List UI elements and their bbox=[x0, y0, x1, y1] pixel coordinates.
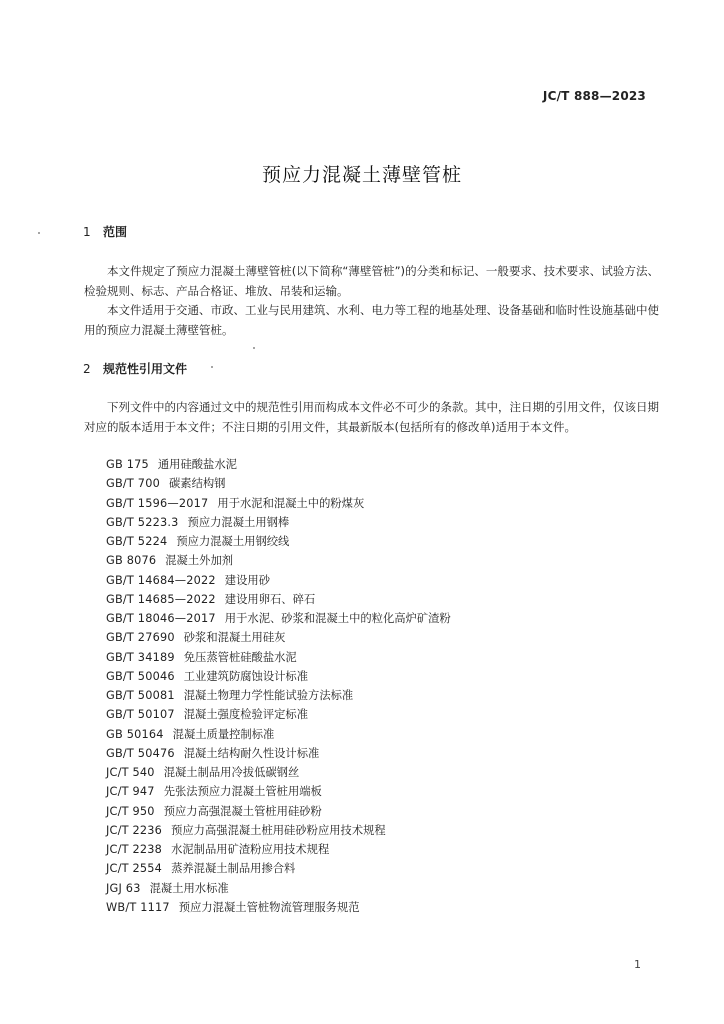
reference-item bbox=[106, 725, 451, 744]
reference-code: GB 50164 bbox=[106, 727, 164, 741]
reference-item bbox=[106, 474, 451, 493]
reference-item bbox=[106, 782, 451, 801]
reference-code: GB/T 700 bbox=[106, 477, 160, 491]
reference-title: 建设用卵石、碎石 bbox=[224, 592, 316, 606]
reference-title: 用于水泥、砂浆和混凝土中的粒化高炉矿渣粉 bbox=[224, 612, 451, 625]
document-code: JC/T 888—2023 bbox=[542, 89, 646, 103]
reference-item bbox=[106, 513, 451, 532]
reference-item bbox=[106, 551, 451, 570]
reference-code: GB/T 14684—2022 bbox=[106, 573, 216, 587]
reference-code: GB/T 50081 bbox=[106, 689, 175, 702]
scope-paragraph-2: 本文件适用于交通、市政、工业与民用建筑、水利、电力等工程的地基处理、设备基础和临时性设施基础中使用的预应力混凝土薄壁管桩。 bbox=[84, 303, 659, 337]
reference-item bbox=[106, 667, 451, 686]
reference-code: JC/T 2238 bbox=[106, 843, 163, 856]
reference-item bbox=[106, 532, 451, 551]
reference-item bbox=[106, 648, 451, 667]
reference-title: 混凝土结构耐久性设计标准 bbox=[183, 746, 320, 760]
reference-title: 混凝土外加剂 bbox=[165, 554, 234, 568]
section-number: 2 bbox=[83, 362, 91, 376]
reference-title: 工业建筑防腐蚀设计标准 bbox=[183, 669, 309, 683]
reference-code: GB 8076 bbox=[106, 554, 157, 568]
reference-code: JC/T 2236 bbox=[106, 823, 163, 837]
section-heading-scope bbox=[83, 223, 127, 240]
reference-item bbox=[106, 821, 451, 840]
reference-item bbox=[106, 763, 451, 782]
scan-speck bbox=[253, 347, 255, 349]
reference-code: GB/T 5224 bbox=[106, 535, 168, 548]
section-number: 1 bbox=[83, 225, 91, 239]
reference-title: 预应力高强混凝土桩用硅砂粉应用技术规程 bbox=[171, 823, 386, 837]
reference-title: 预应力高强混凝土管桩用硅砂粉 bbox=[163, 804, 322, 818]
reference-title: 混凝土质量控制标准 bbox=[172, 727, 275, 741]
reference-title: 蒸养混凝土制品用掺合料 bbox=[171, 862, 296, 876]
page-number: 1 bbox=[634, 958, 641, 971]
reference-list bbox=[106, 455, 451, 917]
section-heading-normative-references bbox=[83, 360, 187, 377]
reference-code: WB/T 1117 bbox=[106, 900, 170, 914]
reference-code: GB/T 1596—2017 bbox=[106, 496, 209, 510]
reference-title: 先张法预应力混凝土管桩用端板 bbox=[163, 785, 322, 799]
reference-title: 碳素结构钢 bbox=[168, 477, 226, 491]
reference-code: GB/T 27690 bbox=[106, 631, 175, 645]
references-intro-paragraph: 下列文件中的内容通过文中的规范性引用而构成本文件必不可少的条款。其中，注日期的引用文件，仅该日期对应的版本适用于本文件；不注日期的引用文件，其最新版本(包括所有的修改单)适用于本文件。 bbox=[84, 400, 659, 434]
reference-item bbox=[106, 705, 451, 724]
reference-title: 混凝土物理力学性能试验方法标准 bbox=[183, 689, 354, 702]
reference-title: 混凝土制品用冷拔低碳钢丝 bbox=[163, 766, 300, 779]
reference-code: JGJ 63 bbox=[106, 881, 141, 895]
reference-code: GB/T 5223.3 bbox=[106, 515, 179, 529]
reference-title: 混凝土强度检验评定标准 bbox=[183, 708, 309, 722]
reference-code: GB/T 14685—2022 bbox=[106, 592, 216, 606]
reference-item bbox=[106, 628, 451, 647]
reference-title: 水泥制品用矿渣粉应用技术规程 bbox=[171, 843, 330, 856]
reference-code: JC/T 947 bbox=[106, 785, 155, 799]
reference-item bbox=[106, 879, 451, 898]
reference-code: GB/T 50107 bbox=[106, 708, 175, 722]
reference-item bbox=[106, 898, 451, 917]
reference-code: GB/T 50476 bbox=[106, 746, 175, 760]
reference-item bbox=[106, 590, 451, 609]
reference-title: 用于水泥和混凝土中的粉煤灰 bbox=[217, 496, 365, 510]
scan-speck bbox=[38, 232, 40, 234]
reference-title: 通用硅酸盐水泥 bbox=[157, 458, 237, 471]
reference-item bbox=[106, 494, 451, 513]
reference-item bbox=[106, 609, 451, 628]
reference-item bbox=[106, 455, 451, 474]
page-title: 预应力混凝土薄壁管桩 bbox=[261, 164, 462, 186]
reference-item bbox=[106, 571, 451, 590]
reference-item bbox=[106, 802, 451, 821]
reference-code: JC/T 950 bbox=[106, 804, 155, 818]
reference-code: GB/T 18046—2017 bbox=[106, 612, 216, 625]
reference-code: GB/T 34189 bbox=[106, 650, 175, 664]
reference-title: 预应力混凝土用钢绞线 bbox=[176, 535, 290, 548]
reference-title: 预应力混凝土管桩物流管理服务规范 bbox=[178, 900, 360, 914]
reference-title: 混凝土用水标准 bbox=[149, 881, 229, 895]
reference-code: GB/T 50046 bbox=[106, 669, 175, 683]
reference-title: 免压蒸管桩硅酸盐水泥 bbox=[183, 650, 297, 664]
section-title: 范围 bbox=[103, 225, 128, 239]
reference-title: 预应力混凝土用钢棒 bbox=[187, 515, 290, 529]
reference-title: 建设用砂 bbox=[224, 573, 270, 587]
reference-code: JC/T 2554 bbox=[106, 862, 163, 876]
reference-code: GB 175 bbox=[106, 458, 149, 471]
reference-item bbox=[106, 859, 451, 878]
section-title: 规范性引用文件 bbox=[103, 362, 188, 376]
reference-item bbox=[106, 840, 451, 859]
reference-code: JC/T 540 bbox=[106, 766, 155, 779]
scan-speck bbox=[211, 366, 213, 368]
scope-paragraph-1: 本文件规定了预应力混凝土薄壁管桩(以下简称“薄壁管桩”)的分类和标记、一般要求、技术要求、试验方法、检验规则、标志、产品合格证、堆放、吊装和运输。 bbox=[84, 264, 659, 298]
reference-item bbox=[106, 686, 451, 705]
reference-title: 砂浆和混凝土用硅灰 bbox=[183, 631, 286, 645]
reference-item bbox=[106, 744, 451, 763]
